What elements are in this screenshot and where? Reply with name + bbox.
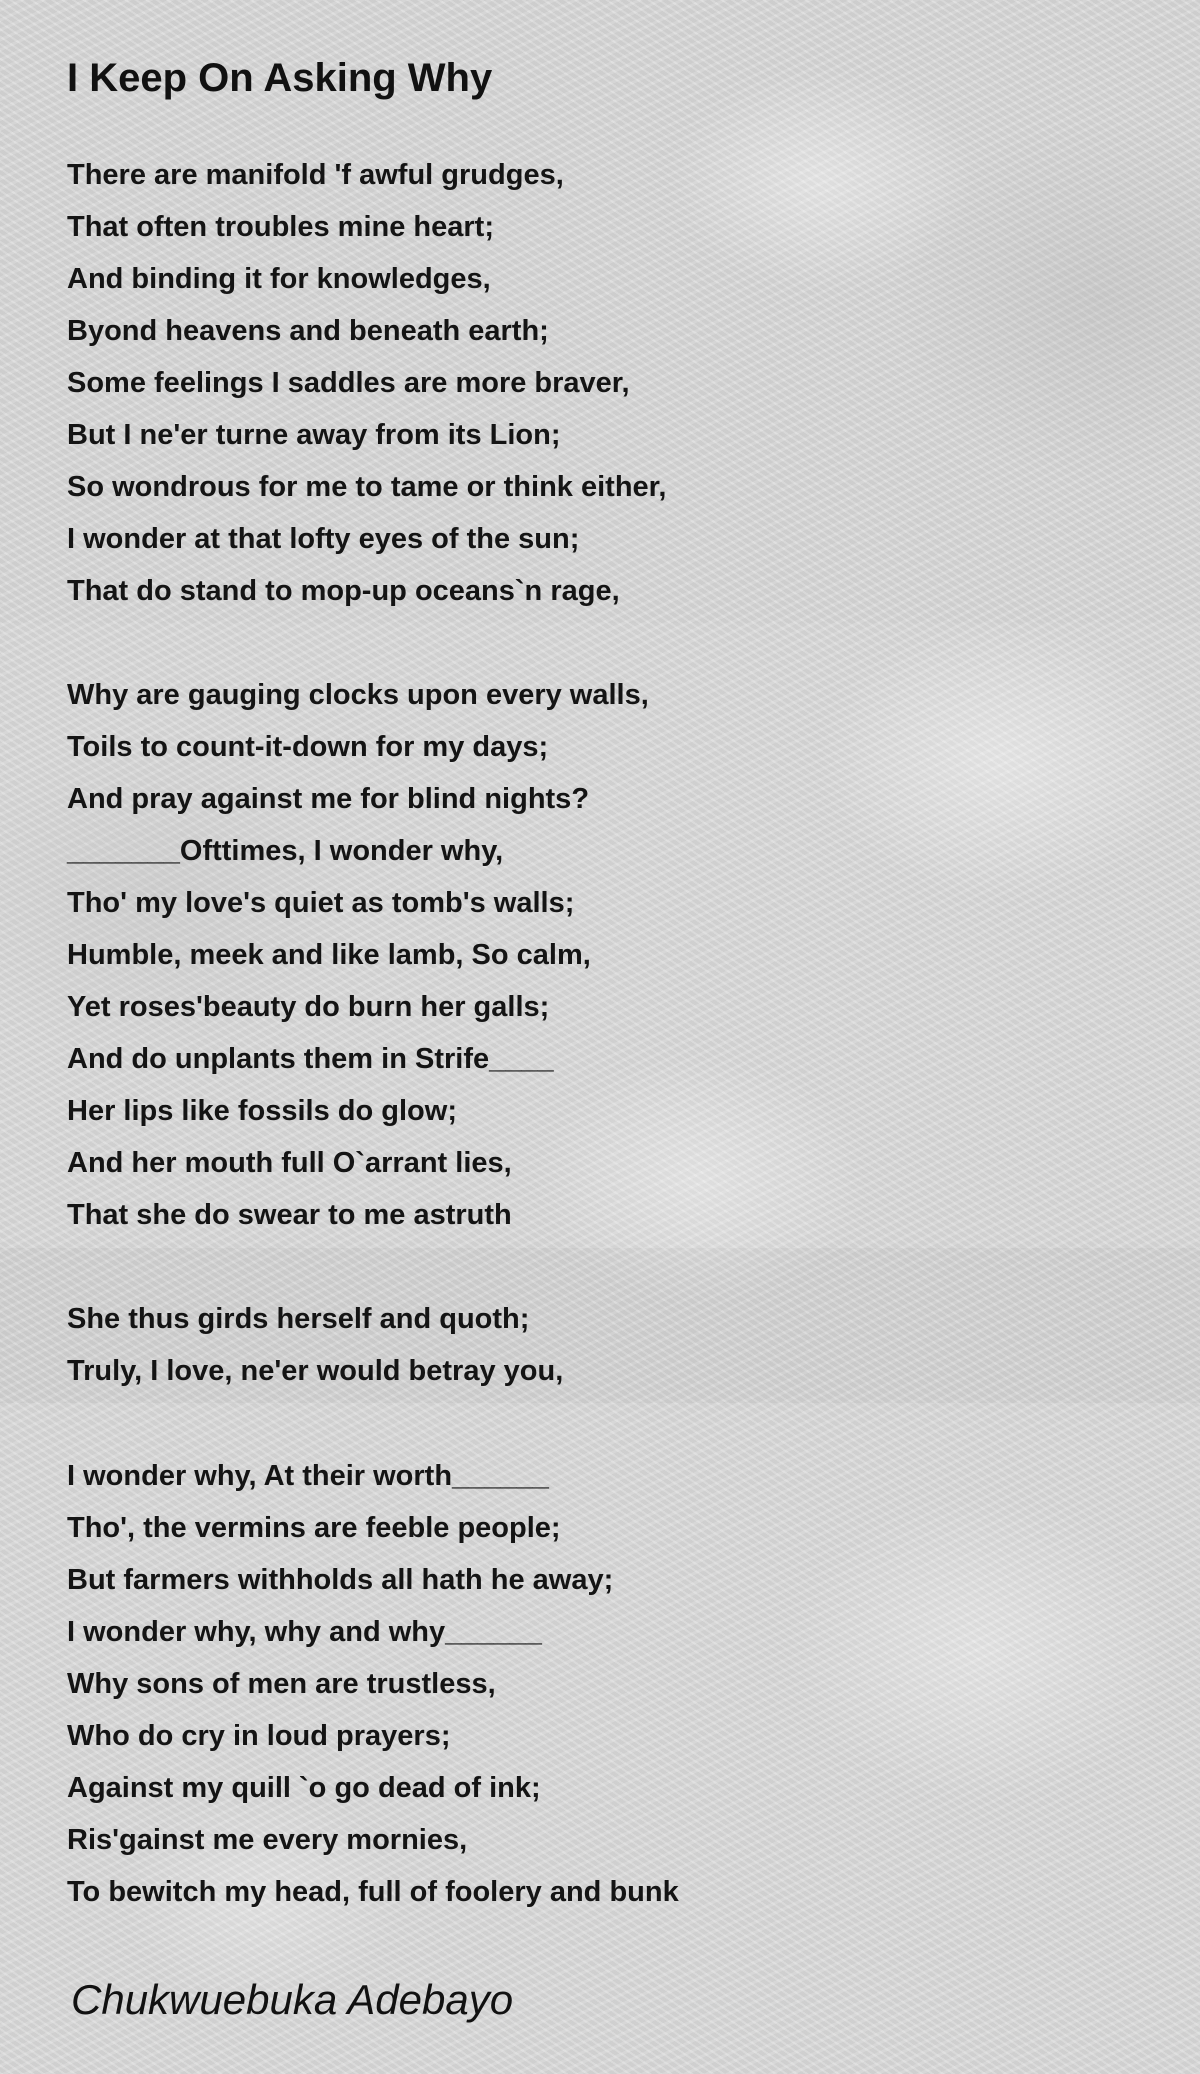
poem-stanza [67,149,666,617]
poem-line: Tho', the vermins are feeble people; [67,1512,561,1544]
poem-line: Why are gauging clocks upon every walls, [67,679,649,711]
poem-line: Yet roses'beauty do burn her galls; [67,991,550,1023]
poem-line: Toils to count-it-down for my days; [67,731,549,763]
poem-line: But I ne'er turne away from its Lion; [67,419,561,451]
poem-line: That do stand to mop-up oceans`n rage, [67,575,620,607]
poem-stanza [67,1450,679,1918]
poem-author: Chukwuebuka Adebayo [71,1976,514,2023]
poem-line: So wondrous for me to tame or think either, [67,471,667,503]
poem-line: I wonder why, At their worth______ [67,1460,549,1492]
poem-line: Against my quill `o go dead of ink; [67,1772,541,1804]
poem-line: Her lips like fossils do glow; [67,1095,457,1127]
poem-line: Byond heavens and beneath earth; [67,315,549,347]
poem-line: Some feelings I saddles are more braver, [67,367,630,399]
poem-line: I wonder why, why and why______ [67,1616,542,1648]
poem-line: And pray against me for blind nights? [67,783,590,815]
poem-line: And do unplants them in Strife____ [67,1043,554,1075]
poem-line: There are manifold 'f awful grudges, [67,159,564,191]
poem-line: Ris'gainst me every mornies, [67,1824,468,1856]
poem-line: Truly, I love, ne'er would betray you, [67,1355,564,1387]
poem-line: That she do swear to me astruth [67,1199,512,1231]
poem-line: That often troubles mine heart; [67,211,494,243]
poem-line: Who do cry in loud prayers; [67,1720,451,1752]
poem-line: She thus girds herself and quoth; [67,1303,530,1335]
poem-stanza [67,669,649,1241]
poem-line: Tho' my love's quiet as tomb's walls; [67,887,575,919]
poem-line: And her mouth full O`arrant lies, [67,1147,512,1179]
poem-line: To bewitch my head, full of foolery and bunk [67,1876,679,1908]
poem-line: But farmers withholds all hath he away; [67,1564,614,1596]
poem-line: Why sons of men are trustless, [67,1668,496,1700]
poem-title: I Keep On Asking Why [67,56,493,100]
poem-line: I wonder at that lofty eyes of the sun; [67,523,580,555]
poem-line: _______Ofttimes, I wonder why, [67,835,504,867]
poem-stanza [67,1293,563,1397]
poem-line: Humble, meek and like lamb, So calm, [67,939,591,971]
poem-line: And binding it for knowledges, [67,263,491,295]
